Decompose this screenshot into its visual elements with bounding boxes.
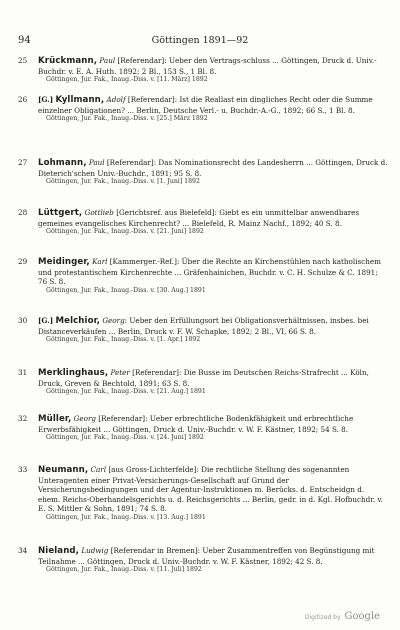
bibliography-entry [18, 414, 388, 443]
entry-number: 33 [18, 465, 28, 474]
entry-mark: [G.] [38, 95, 54, 104]
author-given-name: Karl [92, 257, 108, 266]
running-title: Göttingen 1891—92 [151, 35, 249, 46]
author-surname: Lüttgert, [38, 208, 83, 218]
bibliography-entry [18, 56, 388, 85]
entry-body [38, 257, 388, 295]
author-surname: Meidinger, [38, 257, 90, 267]
entry-body [38, 368, 388, 397]
entry-description: [Referendar]: Ist die Reallast ein dingliches Recht oder die Summe einzelner Obligationen? ... Berlin, Deutsche Verl.- u. Buchdr.-A.-G., 1892; 66 S., 1 Bl. 8. [38, 95, 373, 115]
entry-description: [Gerichtsref. aus Bielefeld]: Giebt es ein unmittelbar anwendbares gemeines evangelisches Kirchenrecht? ... Bielefeld, R. Mainz Nachf., 1892; 40 S. 8. [38, 208, 360, 228]
author-surname: Neumann, [38, 465, 89, 475]
author-given-name: Paul [99, 56, 116, 65]
entry-number: 27 [18, 158, 28, 167]
author-surname: Lohmann, [38, 158, 87, 168]
entry-number: 29 [18, 257, 28, 266]
entry-number: 25 [18, 56, 28, 65]
entry-body [38, 208, 388, 237]
entry-mark: [G.] [38, 316, 54, 325]
entry-description: [Referendar]: Das Nominationsrecht des Landesherrn ... Göttingen, Druck d. Dieterich'schen Univ.-Buchdr., 1891; 95 S. 8. [38, 158, 388, 178]
author-surname: Merklinghaus, [38, 368, 109, 378]
entry-body [38, 95, 388, 124]
entry-description: [Kammerger.-Ref.]: Über die Rechte an Kirchenstühlen nach katholischem und protestantischem Kirchenrechte ... Gräfenhainichen, Buchdr. v. C. H. Schulze & C. 1891; 76 S. 8. [38, 257, 381, 287]
entry-body [38, 414, 388, 443]
dissertation-citation: Göttingen, Jur. Fak., Inaug.-Diss. v. [11. März] 1892 [46, 76, 208, 84]
author-given-name: Adolf [106, 95, 126, 104]
entry-body [38, 158, 388, 187]
google-logo: Google [344, 611, 380, 622]
author-given-name: Georg [73, 414, 96, 423]
author-surname: Krückmann, [38, 56, 98, 66]
bibliography-entry [18, 208, 388, 237]
entry-body [38, 546, 388, 575]
author-surname: Melchior, [55, 316, 101, 326]
dissertation-citation: Göttingen, Jur. Fak., Inaug.-Diss. v. [25.] März 1892 [46, 115, 208, 123]
entry-body [38, 316, 388, 345]
entry-description: : Ueber den Erfüllungsort bei Obligationsverhältnissen, insbes. bei Distanceverkäufen ... Berlin, Druck v. F. W. Schapke, 1892; 2 Bl., VI, 66 S. 8. [38, 316, 369, 336]
author-given-name: Paul [88, 158, 105, 167]
bibliography-entry [18, 257, 388, 295]
entry-description: [aus Gross-Lichterfelde]: Die rechtliche Stellung des sogenannten Unteragenten einer Privat-Versicherungs-Gesellschaft auf Grund der Versicherungsbedingungen und der Agentur-Instruktionen m. Berücks. d. Entscheidgn d. ehem. Reichs-Oberhandelsgerichts u. d. Reichsgerichts ... Berlin, gedr. in d. Kgl. Hofbuchdr. v. E. S. Mittler & Sohn, 1891; 74 S. 8. [38, 465, 383, 514]
entry-number: 30 [18, 316, 28, 325]
entry-number: 34 [18, 546, 28, 555]
bibliography-entry [18, 158, 388, 187]
entry-description: [Referendar]: Die Busse im Deutschen Reichs-Strafrecht ... Köln, Druck, Greven & Bechtold, 1891; 63 S. 8. [38, 368, 369, 388]
entry-description: [Referendar in Bremen]: Ueber Zusammentreffen von Begünstigung mit Teilnahme ... Göttingen, Druck d. Univ.-Buchdr. v. W. F. Kästner, 1892; 42 S. 8. [38, 546, 375, 566]
dissertation-citation: Göttingen, Jur. Fak., Inaug.-Diss. v. [11. Juli] 1892 [46, 566, 202, 574]
page-header [0, 35, 400, 49]
dissertation-citation: Göttingen, Jur. Fak., Inaug.-Diss. v. [21. Juni] 1892 [46, 228, 204, 236]
author-given-name: Peter [110, 368, 130, 377]
entry-number: 32 [18, 414, 28, 423]
entry-description: [Referendar]: Ueber den Vertrags-schluss ... Göttingen, Druck d. Univ.-Buchdr. v. E. A. Huth. 1892; 2 Bl., 153 S., 1 Bl. 8. [38, 56, 377, 76]
bibliography-entry [18, 95, 388, 124]
entry-number: 28 [18, 208, 28, 217]
entry-number: 26 [18, 95, 28, 104]
bibliography-entry [18, 368, 388, 397]
bibliography-entry [18, 316, 388, 345]
author-given-name: Gottlieb [84, 208, 114, 217]
author-surname: Nieland, [38, 546, 80, 556]
dissertation-citation: Göttingen, Jur. Fak., Inaug.-Diss. v. [1. Apr.] 1892 [46, 336, 201, 344]
dissertation-citation: Göttingen, Jur. Fak., Inaug.-Diss. v. [24. Juni] 1892 [46, 434, 204, 442]
dissertation-citation: Göttingen, Jur. Fak., Inaug.-Diss. v. [13. Aug.] 1891 [46, 513, 206, 521]
entry-body [38, 56, 388, 85]
author-given-name: Ludwig [81, 546, 109, 555]
bibliography-entry [18, 465, 388, 523]
dissertation-citation: Göttingen, Jur. Fak., Inaug.-Diss. v. [30. Aug.] 1891 [46, 286, 206, 294]
dissertation-citation: Göttingen, Jur. Fak., Inaug.-Diss. v. [1. Juni] 1892 [46, 178, 200, 186]
author-given-name: Carl [90, 465, 107, 474]
digitized-watermark [305, 611, 380, 622]
watermark-prefix: Digitized by [304, 614, 341, 621]
author-given-name: Georg [102, 316, 125, 325]
entry-number: 31 [18, 368, 28, 377]
author-surname: Müller, [38, 414, 72, 424]
entry-description: [Referendar]: Ueber erbrechtliche Bodenkfähigkeit und erbrechtliche Erwerbsfähigkeit ... Göttingen, Druck d. Univ.-Buchdr. v. W. F. Kästner, 1892; 54 S. 8. [38, 414, 354, 434]
page-number: 94 [18, 35, 31, 46]
entry-body [38, 465, 388, 523]
dissertation-citation: Göttingen, Jur. Fak., Inaug.-Diss. v. [21. Aug.] 1891 [46, 388, 206, 396]
author-surname: Kyllmann, [55, 95, 105, 105]
bibliography-entry [18, 546, 388, 575]
